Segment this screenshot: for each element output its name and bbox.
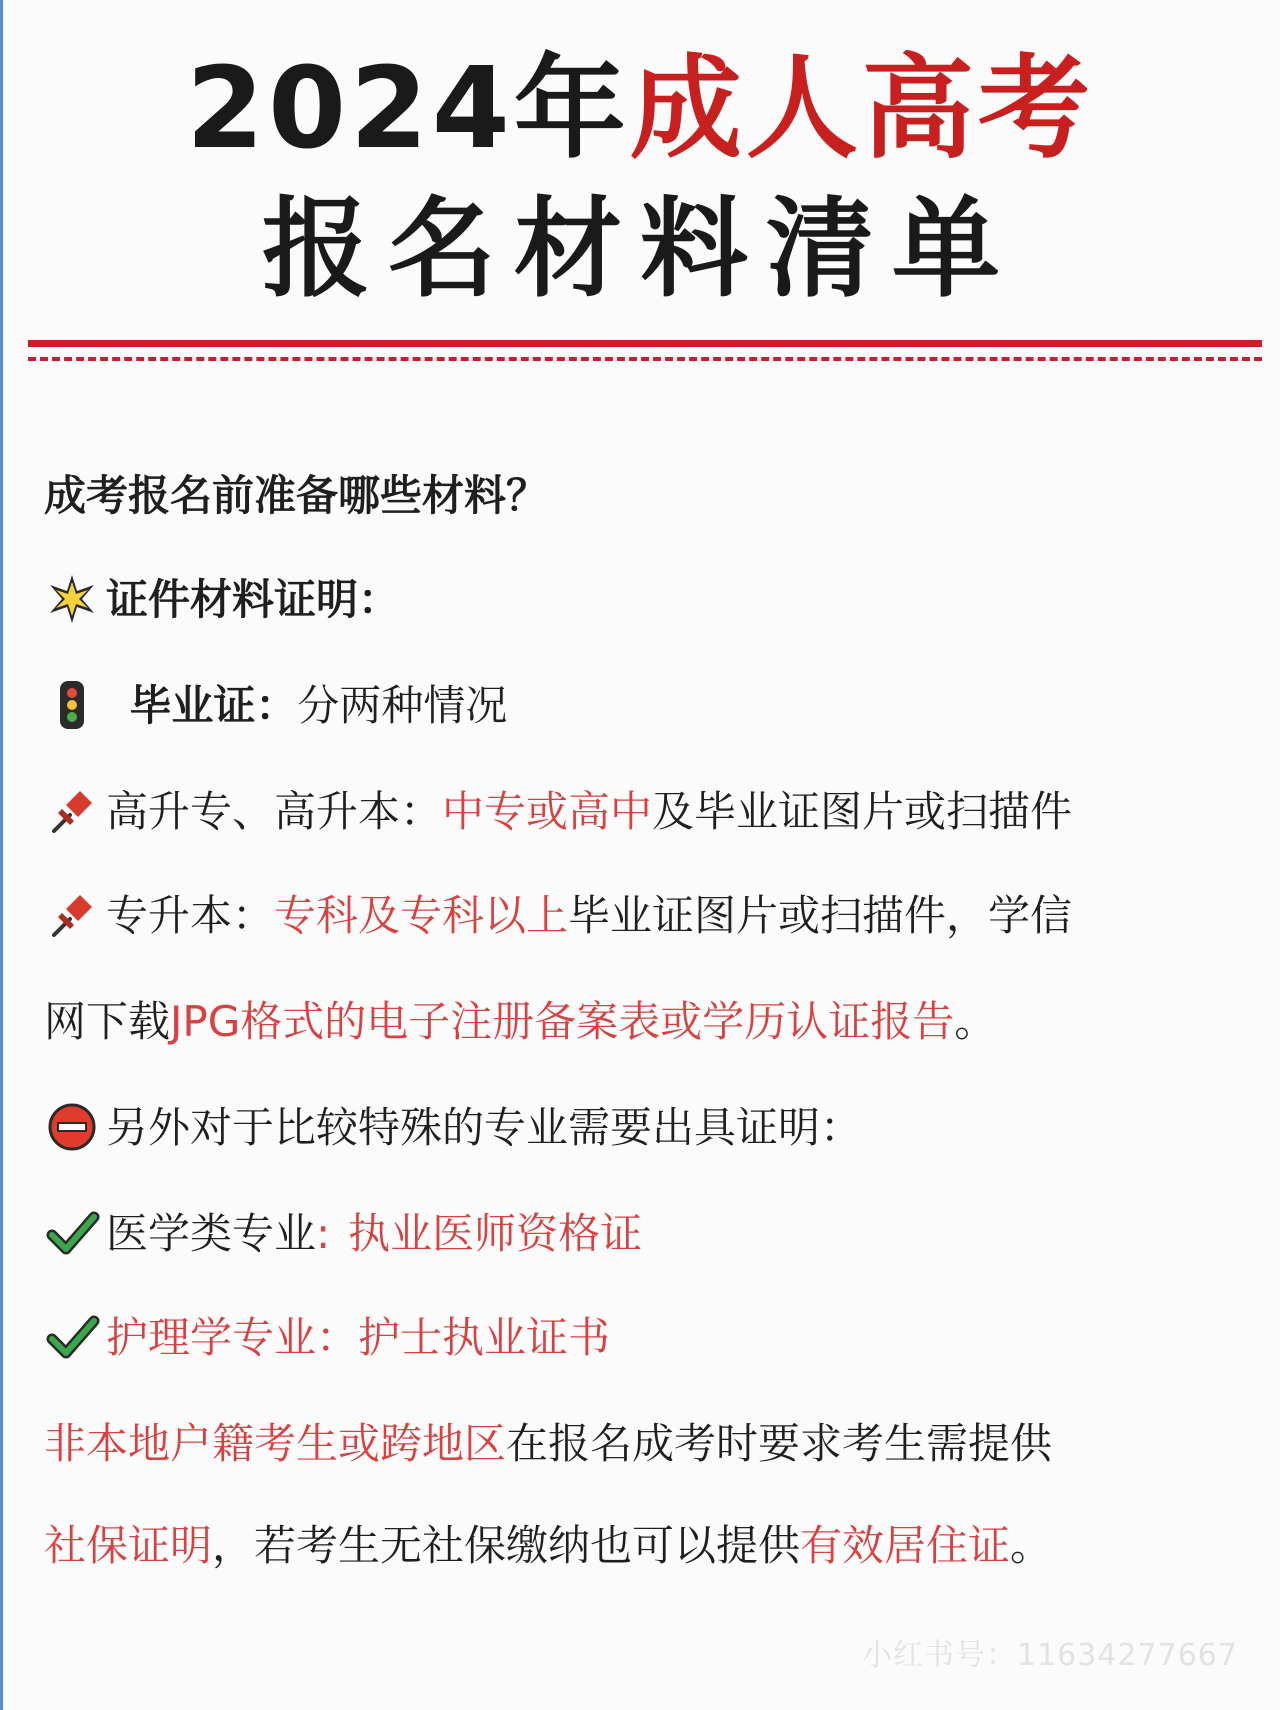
diploma-line [44,676,1244,737]
nonlocal-red: 非本地户籍考生或跨地区 [44,1419,507,1468]
nonlocal-line2 [44,1516,1244,1576]
section-heading [44,570,1244,631]
medical-colon: : [316,1209,331,1258]
traffic-light-icon [44,677,100,733]
section-heading-text: 证件材料证明： [106,575,401,624]
nonlocal-line [44,1414,1244,1474]
divider-solid [28,340,1262,347]
case2-line [44,886,1244,947]
nursing-red: 护士执业证书 [358,1313,611,1362]
nonlocal-line2-red2: 有效居住证 [800,1521,1011,1570]
case2-line2-prefix: 网下载 [44,997,171,1046]
page-title [0,44,1280,174]
title-year: 2024年 [186,44,630,174]
check-mark-icon [44,1205,100,1261]
case2-line2-red: JPG格式的电子注册备案表或学历认证报告 [170,997,955,1046]
medical-label: 医学类专业 [106,1209,317,1258]
case1-red: 中专或高中 [442,787,653,836]
sparkle-star-icon [44,571,100,627]
watermark: 小红书号：11634277667 [862,1638,1238,1673]
case1-line [44,782,1244,843]
special-text: 另外对于比较特殊的专业需要出具证明： [106,1103,863,1152]
nonlocal-line2-suffix: 。 [1010,1521,1053,1570]
case1-label: 高升专、高升本： [106,787,443,836]
title-highlight: 成人高考 [629,44,1094,174]
diploma-text: 分两种情况 [297,681,508,730]
nonlocal-line2-red: 社保证明 [44,1521,213,1570]
question-heading: 成考报名前准备哪些材料？ [44,471,549,520]
special-line [44,1098,1244,1159]
divider-dashed [28,357,1262,361]
case2-red: 专科及专科以上 [274,891,569,940]
no-entry-icon [44,1099,100,1155]
case2-line2-suffix: 。 [954,997,997,1046]
case2-label: 专升本： [106,891,275,940]
case2-text: 毕业证图片或扫描件，学信 [568,891,1073,940]
page-subtitle: 报名材料清单 [261,187,1018,312]
pushpin-icon [44,887,100,943]
case2-line2 [44,992,1244,1052]
medical-line [44,1204,1244,1265]
diploma-label: 毕业证： [129,681,298,730]
nursing-line [44,1308,1244,1369]
check-mark-icon [44,1309,100,1365]
nursing-label: 护理学专业： [106,1313,359,1362]
case1-text: 及毕业证图片或扫描件 [652,787,1073,836]
nonlocal-line2-text: ，若考生无社保缴纳也可以提供 [212,1521,801,1570]
pushpin-icon [44,783,100,839]
medical-red: 执业医师资格证 [348,1209,643,1258]
nonlocal-text: 在报名成考时要求考生需提供 [506,1419,1053,1468]
